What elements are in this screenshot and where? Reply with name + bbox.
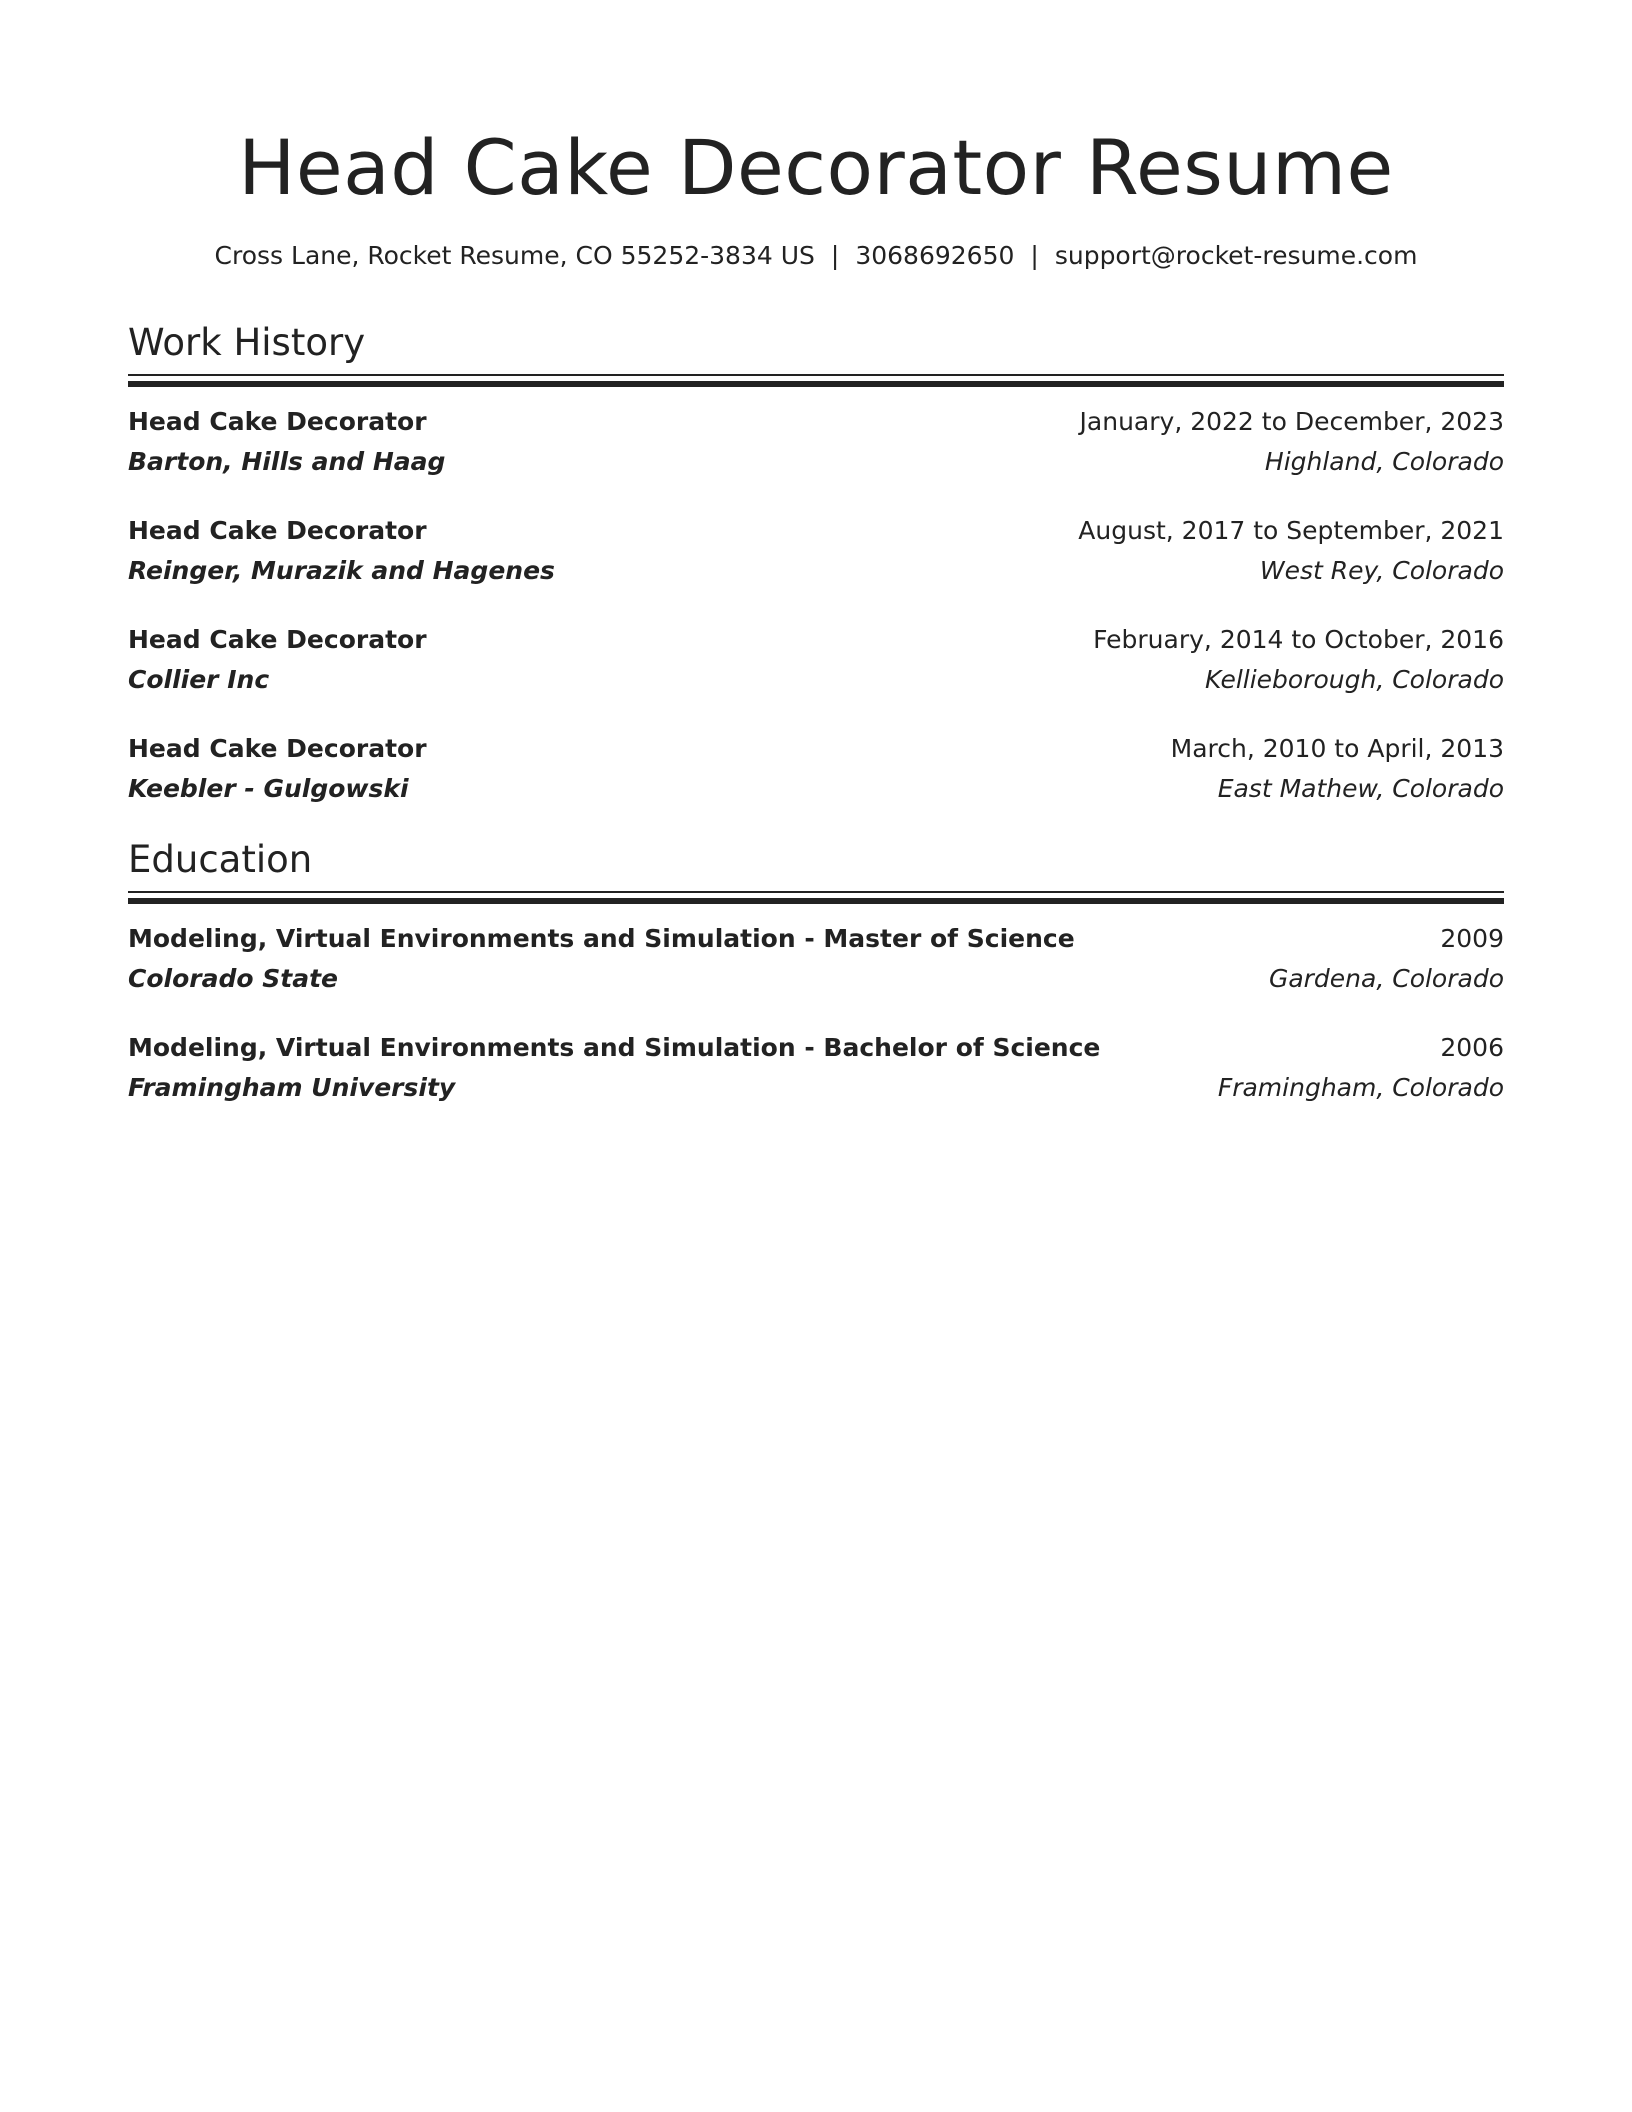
work-entry	[128, 620, 1504, 700]
work-entry	[128, 511, 1504, 591]
work-history-heading: Work History	[128, 321, 366, 364]
job-title: Head Cake Decorator	[128, 734, 427, 763]
job-dates: August, 2017 to September, 2021	[1078, 516, 1504, 545]
company-name: Barton, Hills and Haag	[128, 447, 446, 476]
work-entry	[128, 402, 1504, 482]
job-location: Highland, Colorado	[1264, 447, 1504, 476]
job-title: Head Cake Decorator	[128, 625, 427, 654]
contact-phone[interactable]: 3068692650	[855, 241, 1015, 270]
school-location: Gardena, Colorado	[1268, 964, 1504, 993]
degree-title: Modeling, Virtual Environments and Simulation - Master of Science	[128, 924, 1075, 953]
company-name: Collier Inc	[128, 665, 270, 694]
school-name: Framingham University	[128, 1073, 456, 1102]
contact-separator: |	[830, 241, 840, 270]
contact-email[interactable]: support@rocket-resume.com	[1054, 241, 1418, 270]
contact-address: Cross Lane, Rocket Resume, CO 55252-3834 US	[214, 241, 815, 270]
education-entry	[128, 919, 1504, 999]
job-title: Head Cake Decorator	[128, 407, 427, 436]
work-entry	[128, 729, 1504, 809]
job-dates: February, 2014 to October, 2016	[1093, 625, 1504, 654]
company-name: Keebler - Gulgowski	[128, 774, 409, 803]
graduation-year: 2009	[1440, 924, 1504, 953]
job-dates: January, 2022 to December, 2023	[1079, 407, 1504, 436]
work-history-divider	[128, 374, 1504, 388]
job-location: Kellieborough, Colorado	[1204, 665, 1504, 694]
education-entry	[128, 1028, 1504, 1108]
job-location: West Rey, Colorado	[1259, 556, 1504, 585]
job-title: Head Cake Decorator	[128, 516, 427, 545]
company-name: Reinger, Murazik and Hagenes	[128, 556, 555, 585]
school-location: Framingham, Colorado	[1217, 1073, 1504, 1102]
resume-title: Head Cake Decorator Resume	[238, 123, 1394, 212]
contact-separator: |	[1030, 241, 1039, 270]
graduation-year: 2006	[1440, 1033, 1504, 1062]
education-divider	[128, 891, 1504, 905]
job-dates: March, 2010 to April, 2013	[1170, 734, 1504, 763]
school-name: Colorado State	[128, 964, 338, 993]
job-location: East Mathew, Colorado	[1217, 774, 1504, 803]
contact-line	[128, 238, 1504, 274]
degree-title: Modeling, Virtual Environments and Simulation - Bachelor of Science	[128, 1033, 1101, 1062]
education-heading: Education	[128, 838, 313, 881]
